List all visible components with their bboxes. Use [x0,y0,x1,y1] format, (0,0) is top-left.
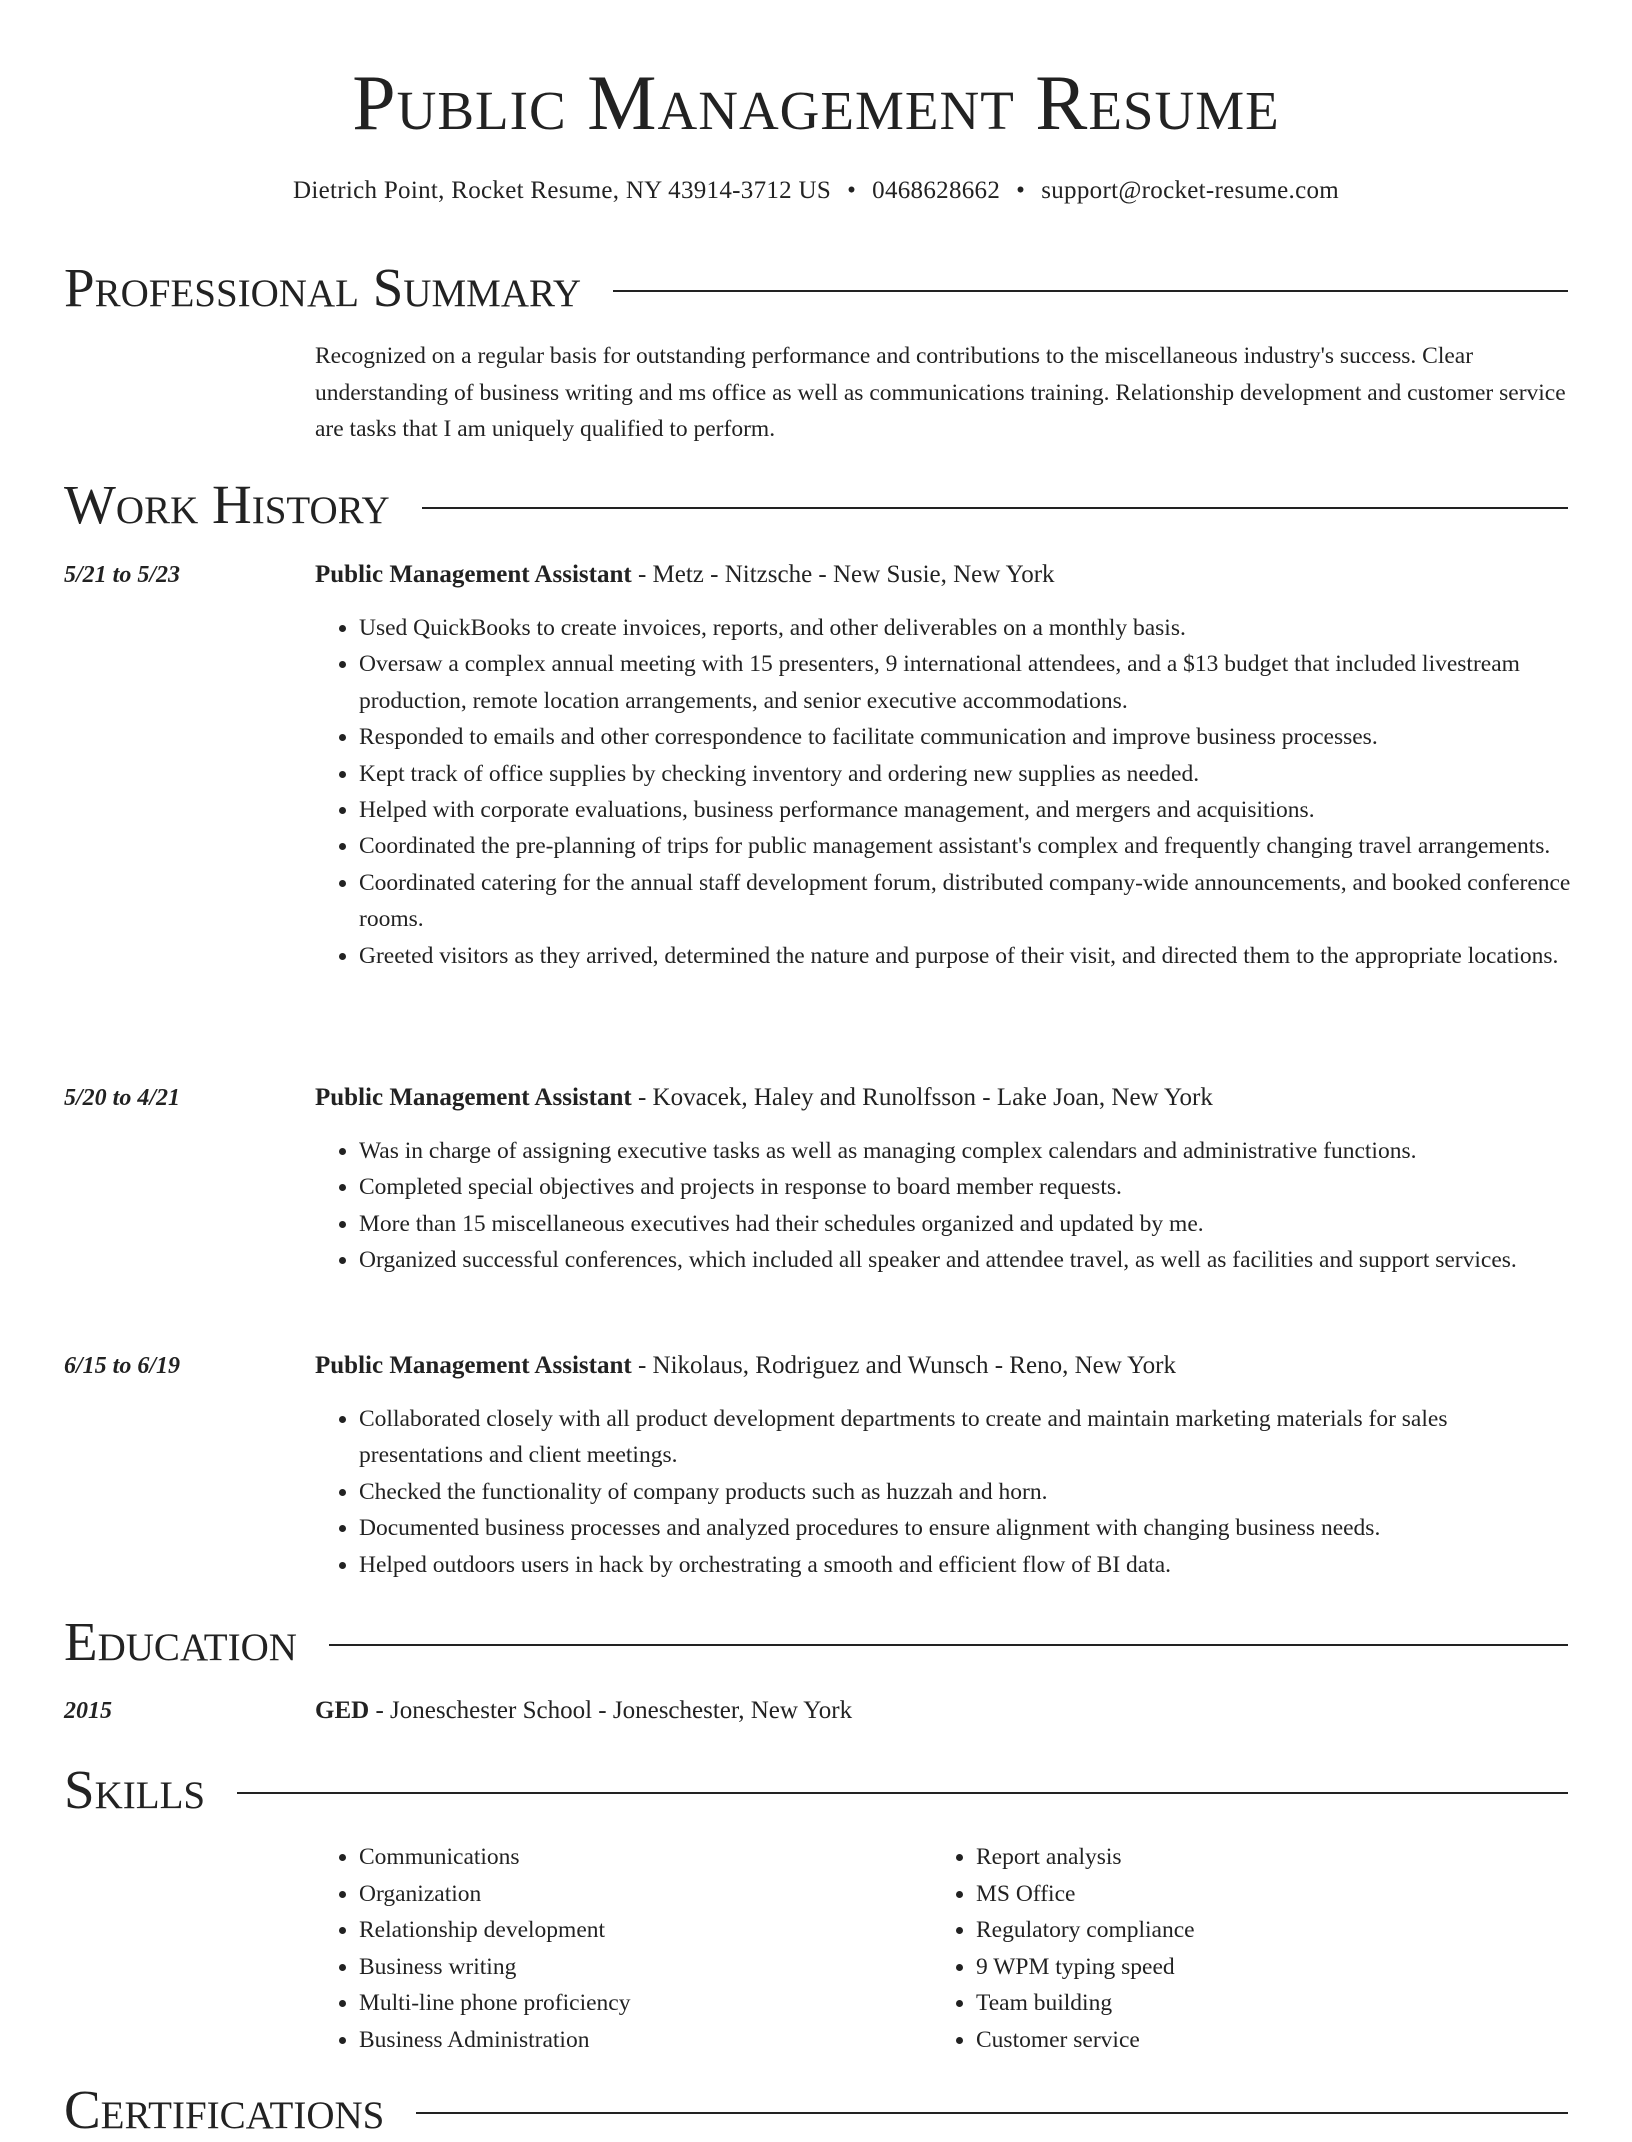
job-dates: 6/15 to 6/19 [64,1353,181,1379]
job-bullet: • Greeted visitors as they arrived, determined the nature and purpose of their visit, and directed them to the appropriate locations. [359,938,1572,974]
section-divider [329,1644,1568,1646]
job-bullet: • Used QuickBooks to create invoices, reports, and other deliverables on a monthly basis. [359,610,1572,646]
job-bullet: • Helped outdoors users in hack by orchestrating a smooth and efficient flow of BI data. [359,1547,1572,1583]
contact-separator: • [847,177,857,204]
job-employer: - Kovacek, Haley and Runolfsson - Lake Joan, New York [631,1084,1213,1111]
section-title-skills: Skills [64,1759,206,1820]
job-heading [315,558,1055,592]
skill-item: • Communications [359,1839,895,1876]
job-bullet: • Oversaw a complex annual meeting with 15 presenters, 9 international attendees, and a $13 budget that included livestream production, remote location arrangements, and senior executive accommodations. [359,646,1572,719]
section-divider [422,507,1568,509]
job-employer: - Metz - Nitzsche - New Susie, New York [631,561,1055,588]
job-bullet: • Was in charge of assigning executive tasks as well as managing complex calendars and administrative functions. [359,1133,1572,1169]
section-title-certifications: Certifications [64,2079,385,2140]
job-title: Public Management Assistant [315,561,632,588]
job-bullets [315,610,1572,974]
job-bullet: • Coordinated the pre-planning of trips for public management assistant's complex and frequently changing travel arrangements. [359,828,1572,864]
skill-item: • Business Administration [359,2022,895,2059]
education-heading [315,1694,852,1728]
job-bullet: • Checked the functionality of company products such as huzzah and horn. [359,1474,1572,1510]
section-divider [613,290,1568,292]
skills-list-right [932,1839,1532,2059]
section-divider [237,1792,1568,1794]
education-school: - Joneschester School - Joneschester, New York [369,1697,853,1724]
job-employer: - Nikolaus, Rodriguez and Wunsch - Reno, New York [631,1352,1176,1379]
section-header-summary [64,256,1568,320]
skills-list-left [315,1839,895,2059]
job-bullet: • Helped with corporate evaluations, business performance management, and mergers and acquisitions. [359,792,1572,828]
job-title: Public Management Assistant [315,1084,632,1111]
job-bullet: • More than 15 miscellaneous executives had their schedules organized and updated by me. [359,1206,1572,1242]
skill-item: • 9 WPM typing speed [976,1949,1532,1986]
job-bullet: • Coordinated catering for the annual staff development forum, distributed company-wide announcements, and booked conference rooms. [359,865,1572,938]
skill-item: • Multi-line phone proficiency [359,1985,895,2022]
education-year: 2015 [64,1698,112,1724]
contact-phone: 0468628662 [872,177,1001,204]
contact-separator: • [1016,177,1026,204]
skill-item: • Team building [976,1985,1532,2022]
job-bullet: • Organized successful conferences, which included all speaker and attendee travel, as well as facilities and support services. [359,1242,1572,1278]
job-dates: 5/21 to 5/23 [64,562,181,588]
resume-title: Public Management Resume [352,59,1280,146]
job-bullets [315,1133,1572,1279]
section-header-education [64,1610,1568,1674]
section-header-certifications [64,2078,1568,2142]
section-divider [416,2112,1568,2114]
section-title-summary: Professional Summary [64,257,582,318]
section-header-skills [64,1758,1568,1822]
job-bullet: • Documented business processes and analyzed procedures to ensure alignment with changing business needs. [359,1510,1572,1546]
skill-item: • Customer service [976,2022,1532,2059]
skill-item: • Organization [359,1876,895,1913]
education-degree: GED [315,1697,370,1724]
summary-text: Recognized on a regular basis for outstanding performance and contributions to the miscellaneous industry's success. Clear understanding of business writing and ms office as well as communications training. Relationship development and customer service are tasks that I am uniquely qualified to perform. [315,343,1566,442]
job-bullet: • Completed special objectives and projects in response to board member requests. [359,1169,1572,1205]
job-heading [315,1081,1213,1115]
skill-item: • Relationship development [359,1912,895,1949]
skill-item: • Regulatory compliance [976,1912,1532,1949]
contact-address: Dietrich Point, Rocket Resume, NY 43914-3712 US [292,177,832,204]
section-header-work-history [64,473,1568,537]
job-title: Public Management Assistant [315,1352,632,1379]
contact-line [0,174,1632,208]
contact-email: support@rocket-resume.com [1041,177,1340,204]
job-bullet: • Responded to emails and other correspondence to facilitate communication and improve business processes. [359,719,1572,755]
skill-item: • Report analysis [976,1839,1532,1876]
skill-item: • MS Office [976,1876,1532,1913]
section-title-work-history: Work History [64,474,390,535]
job-dates: 5/20 to 4/21 [64,1085,181,1111]
job-bullet: • Kept track of office supplies by checking inventory and ordering new supplies as needed. [359,756,1572,792]
job-bullet: • Collaborated closely with all product development departments to create and maintain marketing materials for sales presentations and client meetings. [359,1401,1572,1474]
section-title-education: Education [64,1611,297,1672]
job-heading [315,1349,1176,1383]
job-bullets [315,1401,1572,1583]
skill-item: • Business writing [359,1949,895,1986]
